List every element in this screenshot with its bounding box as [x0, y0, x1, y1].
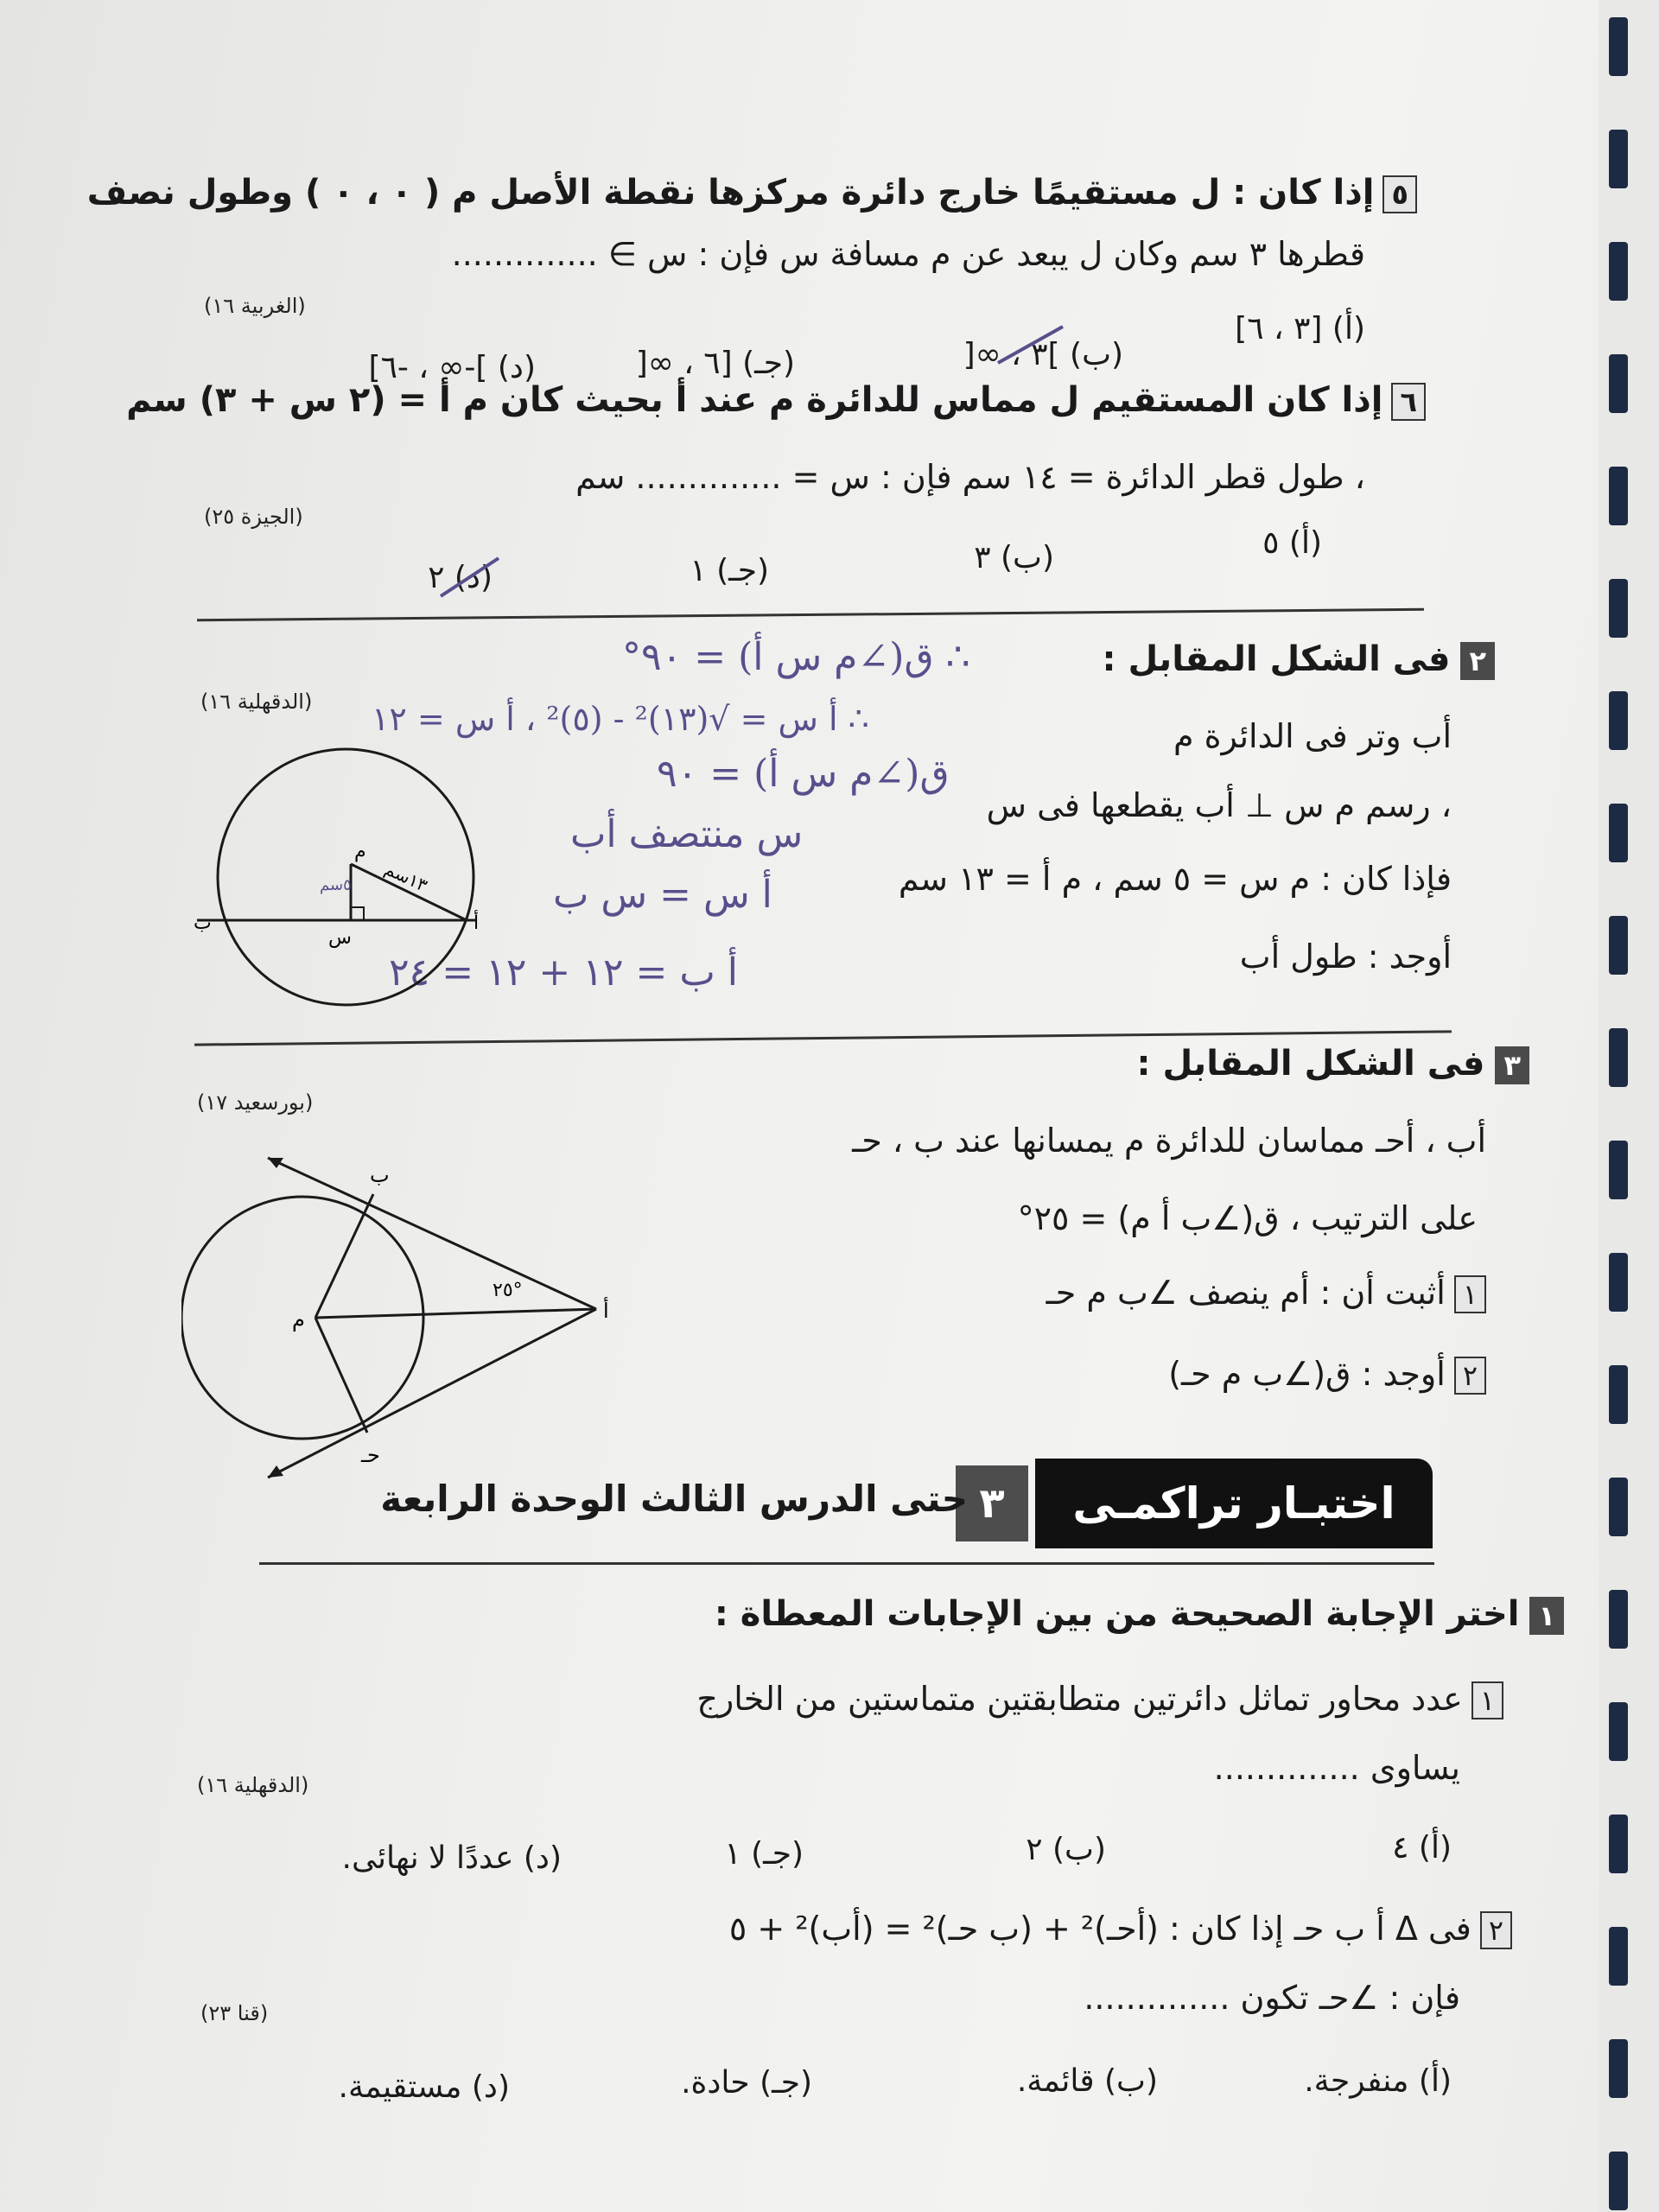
problem-line: أوجد : طول أب: [1239, 938, 1452, 976]
label-ms: ٥سم: [320, 876, 352, 894]
option-b: (ب) ٢: [1026, 1832, 1106, 1867]
option-b: (ب) ٣: [974, 540, 1054, 575]
binding-ring: [1609, 467, 1628, 525]
binding-ring: [1609, 1365, 1628, 1424]
source-tag: (الدقهلية ١٦): [197, 1773, 309, 1797]
source-tag: (الغربية ١٦): [204, 294, 306, 318]
option-d: (د) ]-∞ ، -٦]: [368, 350, 536, 385]
option-b: (ب) ]٣ ، ∞[: [963, 337, 1123, 372]
handwritten-note: ∴ ق(∠م س أ) = ٩٠°: [622, 635, 970, 679]
binding-ring: [1609, 1253, 1628, 1312]
option-a: (أ) ٥: [1262, 525, 1322, 561]
label-a: أ: [603, 1299, 609, 1323]
binding-ring: [1609, 1141, 1628, 1199]
question-1: [696, 1680, 1503, 1719]
question-number: ٦: [1391, 383, 1426, 421]
part-number: ١: [1454, 1275, 1486, 1313]
part-text: أوجد : ق(∠ب م حـ): [1168, 1355, 1446, 1393]
question-text: عدد محاور تماثل دائرتين متطابقتين متماستين من الخارج: [696, 1680, 1463, 1718]
binding-ring: [1609, 804, 1628, 862]
strike-mark: [436, 553, 505, 605]
section-1-title: [715, 1594, 1564, 1635]
label-b: ب: [370, 1163, 390, 1187]
binding-ring: [1609, 17, 1628, 76]
option-c: (جـ) حادة.: [681, 2065, 812, 2101]
binding-ring: [1609, 130, 1628, 188]
part-text: أثبت أن : أم ينصف ∠ب م حـ: [1046, 1274, 1446, 1312]
problem-line: أب وتر فى الدائرة م: [1173, 717, 1452, 755]
handwritten-note: س منتصف أب: [570, 812, 804, 856]
problem-title: فى الشكل المقابل :: [1136, 1044, 1485, 1084]
exam-banner: اختبـار تراكمـى: [1035, 1459, 1433, 1548]
label-m: م: [292, 1307, 305, 1332]
section-number: ١: [1529, 1597, 1564, 1635]
problem-line: أب ، أحـ مماسان للدائرة م يمسانها عند ب ، حـ: [852, 1122, 1486, 1160]
question-number: ٢: [1480, 1911, 1512, 1949]
question-text-line2: يساوى ..............: [1213, 1749, 1460, 1787]
divider: [259, 1562, 1434, 1565]
source-tag: (الجيزة ٢٥): [204, 505, 303, 529]
question-5: [87, 173, 1417, 213]
option-c: (جـ) ١: [690, 553, 769, 588]
problem-line: ، رسم م س ⊥ أب يقطعها فى س: [986, 786, 1452, 824]
label-b: ب: [194, 912, 212, 934]
source-tag: (الدقهلية ١٦): [200, 690, 313, 714]
figure-chord-circle: [190, 734, 501, 1011]
question-text-line2: ، طول قطر الدائرة = ١٤ سم فإن : س = .............. سم: [575, 458, 1365, 496]
problem-part: [1168, 1355, 1486, 1395]
binding-ring: [1609, 916, 1628, 975]
question-text: إذا كان المستقيم ل مماس للدائرة م عند أ بحيث كان م أ = (٢ س + ٣) سم: [126, 380, 1383, 420]
problem-3-title: [1137, 1044, 1529, 1084]
source-tag: (بورسعيد ١٧): [197, 1090, 314, 1115]
section-title: اختر الإجابة الصحيحة من بين الإجابات المعطاة :: [714, 1594, 1520, 1634]
spiral-binding: [1599, 0, 1659, 2212]
question-6: [126, 380, 1426, 421]
handwritten-note: أ ب = ١٢ + ١٢ = ٢٤: [389, 950, 738, 995]
question-number: ١: [1471, 1681, 1503, 1719]
option-d: (د) ٢: [428, 560, 493, 595]
figure-tangents: [181, 1141, 631, 1486]
binding-ring: [1609, 579, 1628, 638]
handwritten-note: ق(∠م س أ) = ٩٠: [657, 752, 950, 796]
binding-ring: [1609, 242, 1628, 301]
label-c: حـ: [361, 1443, 380, 1467]
option-b: (ب) قائمة.: [1016, 2063, 1158, 2099]
binding-ring: [1609, 1028, 1628, 1087]
label-angle: ٢٥°: [493, 1280, 523, 1301]
problem-title: فى الشكل المقابل :: [1102, 639, 1451, 679]
option-d: (د) عددًا لا نهائى.: [341, 1840, 562, 1876]
problem-2-title: [1103, 639, 1495, 680]
handwritten-note: أ س = س ب: [553, 873, 772, 917]
label-s: س: [328, 927, 352, 949]
option-a: (أ) ٤: [1392, 1830, 1452, 1866]
option-c: (جـ) ١: [724, 1836, 804, 1872]
binding-ring: [1609, 1590, 1628, 1649]
problem-number: ٢: [1460, 642, 1495, 680]
label-m: م: [354, 841, 366, 862]
option-a: (أ) [٣ ، ٦]: [1235, 311, 1365, 346]
banner-subtitle: حتى الدرس الثالث الوحدة الرابعة: [380, 1478, 968, 1520]
question-text: إذا كان : ل مستقيمًا خارج دائرة مركزها نقطة الأصل م ( ٠ ، ٠ ) وطول نصف: [86, 173, 1375, 213]
binding-ring: [1609, 1927, 1628, 1986]
part-number: ٢: [1454, 1357, 1486, 1395]
problem-number: ٣: [1495, 1046, 1529, 1084]
question-number: ٥: [1382, 175, 1417, 213]
problem-part: [1046, 1274, 1486, 1313]
binding-ring: [1609, 2039, 1628, 2098]
source-tag: (قنا ٢٣): [200, 2001, 269, 2025]
binding-ring: [1609, 1478, 1628, 1536]
binding-ring: [1609, 1702, 1628, 1761]
question-text-line2: فإن : ∠حـ تكون ..............: [1084, 1979, 1460, 2017]
binding-ring: [1609, 354, 1628, 413]
question-text-line2: قطرها ٣ سم وكان ل يبعد عن م مسافة س فإن : س ∋ ..............: [451, 235, 1365, 273]
label-a: أ: [474, 912, 480, 934]
strike-mark: [994, 320, 1071, 372]
question-text: فى Δ أ ب حـ إذا كان : (أحـ)² + (ب حـ)² = (أب)² + ٥: [728, 1910, 1471, 1948]
question-2: [729, 1910, 1512, 1949]
problem-line: فإذا كان : م س = ٥ سم ، م أ = ١٣ سم: [898, 860, 1452, 898]
label-ma: ١٣سم: [381, 858, 431, 896]
banner-number: ٣: [956, 1465, 1028, 1541]
problem-line: على الترتيب ، ق(∠ب أ م) = ٢٥°: [1017, 1199, 1478, 1237]
binding-ring: [1609, 691, 1628, 750]
option-d: (د) مستقيمة.: [338, 2069, 510, 2105]
binding-ring: [1609, 2152, 1628, 2210]
binding-ring: [1609, 1815, 1628, 1873]
option-a: (أ) منفرجة.: [1304, 2063, 1452, 2099]
handwritten-note: ∴ أ س = √(١٣)² - (٥)² ، أ س = ١٢: [372, 700, 869, 738]
option-c: (جـ) [٦ ، ∞[: [635, 346, 795, 381]
